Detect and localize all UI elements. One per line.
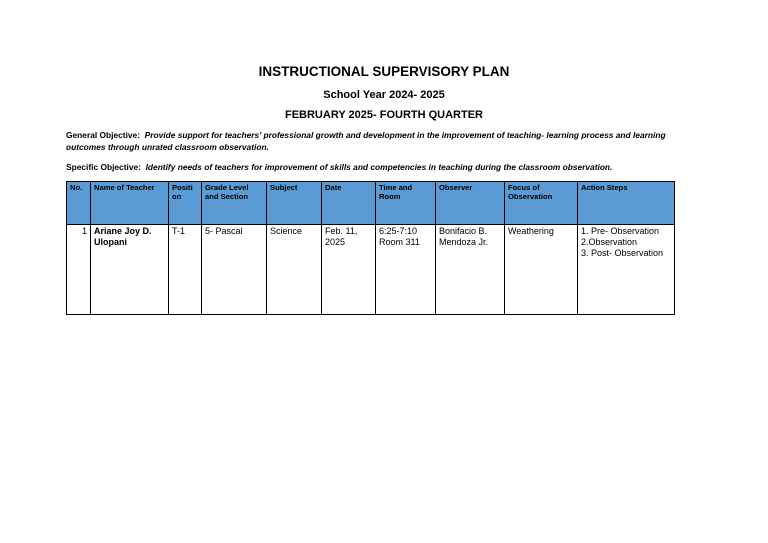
specific-objective-label: Specific Objective: <box>66 162 141 172</box>
table-row <box>67 225 675 315</box>
action-step: 3. Post- Observation <box>581 248 664 258</box>
school-year: School Year 2024- 2025 <box>323 89 445 101</box>
header-time-and-room: Time and Room <box>376 182 436 225</box>
document-title: INSTRUCTIONAL SUPERVISORY PLAN <box>258 64 510 79</box>
general-objective-text: Provide support for teachers’ professional growth and development in the improvement of teaching- learning process and learning outcomes through unrated classroom observation. <box>66 130 666 152</box>
header-focus-of-observation: Focus of Observation <box>505 182 578 225</box>
cell-time: 6:25-7:10 <box>379 226 418 236</box>
header-subject: Subject <box>267 182 322 225</box>
header-no: No. <box>67 182 91 225</box>
header-name-of-teacher: Name of Teacher <box>91 182 169 225</box>
header-grade-level-section: Grade Level and Section <box>202 182 267 225</box>
supervisory-plan-table <box>66 181 675 315</box>
cell-observer: Bonifacio B. Mendoza Jr. <box>436 225 505 315</box>
table-header-row <box>67 182 675 225</box>
specific-objective-text: Identify needs of teachers for improvement of skills and competencies in teaching during the classroom observation. <box>145 162 613 172</box>
header-observer: Observer <box>436 182 505 225</box>
cell-position: T-1 <box>169 225 202 315</box>
cell-time-room <box>376 225 436 315</box>
header-date: Date <box>322 182 376 225</box>
action-step: 1. Pre- Observation <box>581 226 660 236</box>
quarter-heading: FEBRUARY 2025- FOURTH QUARTER <box>284 109 484 121</box>
general-objective <box>66 129 686 153</box>
cell-grade-section: 5- Pascal <box>202 225 267 315</box>
action-step: 2.Observation <box>581 237 638 247</box>
cell-action-steps <box>578 225 675 315</box>
cell-no: 1 <box>67 225 91 315</box>
cell-subject: Science <box>267 225 322 315</box>
cell-date: Feb. 11, 2025 <box>322 225 376 315</box>
header-position: Positi on <box>169 182 202 225</box>
header-action-steps: Action Steps <box>578 182 675 225</box>
general-objective-label: General Objective: <box>66 130 141 140</box>
cell-focus: Weathering <box>505 225 578 315</box>
cell-room: Room 311 <box>379 237 420 247</box>
cell-teacher-name: Ariane Joy D. Ulopani <box>91 225 169 315</box>
specific-objective <box>66 161 686 173</box>
